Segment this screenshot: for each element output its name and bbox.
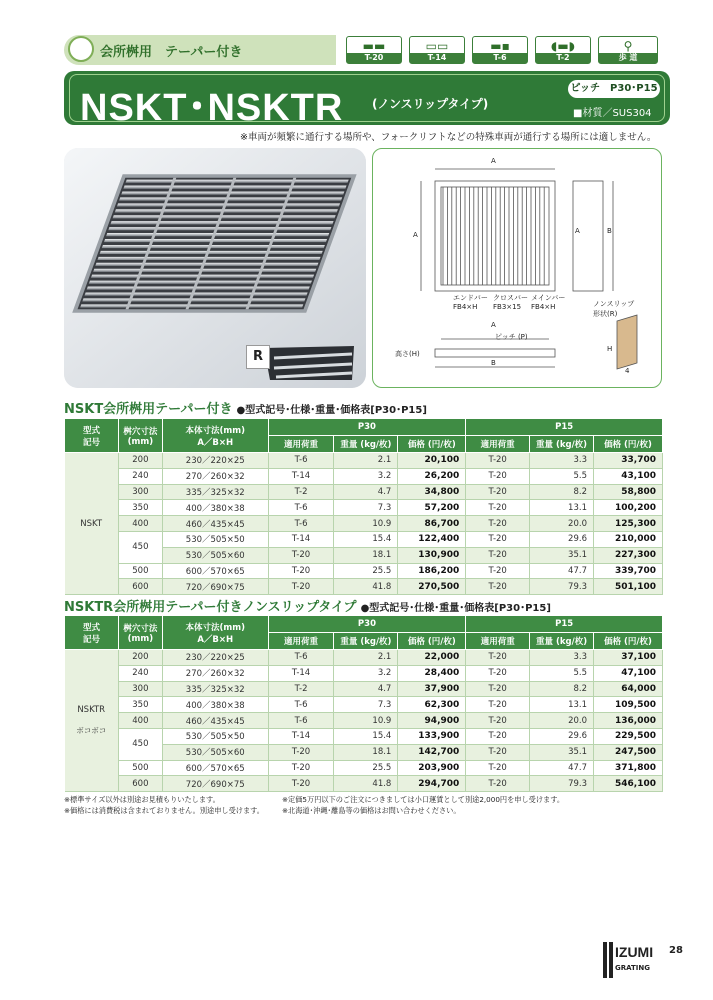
model-code: NSKT — [65, 453, 119, 595]
dim-four: 4 — [625, 367, 630, 375]
table-row: 240 270／260×32 T-14 3.2 28,400 T-20 5.5 47,100 — [65, 665, 663, 681]
header-model: 型式 記号 — [65, 616, 119, 650]
note-shipping: ※定価5万円以下のご注文につきましては小口運賃として別途2,000円を申し受けます。 — [282, 795, 565, 804]
table-row: 600 720／690×75 T-20 41.8 270,500 T-20 79.3 501,100 — [65, 579, 663, 595]
header-body: 本体寸法(mm) A／B×H — [162, 616, 268, 650]
leaf-icon — [68, 36, 94, 62]
truck-trailer-icon: ▬▬ T-20 — [346, 36, 402, 64]
note-standard-size: ※標準サイズ以外は別途お見積もりいたします。 — [64, 795, 220, 804]
dim-b-side: B — [607, 227, 612, 235]
table-row: NSKTR ボコボコ 200 230／220×25 T-6 2.1 22,000 T-20 3.3 37,100 — [65, 650, 663, 666]
table-row: 300 335／325×32 T-2 4.7 34,800 T-20 8.2 58,800 — [65, 484, 663, 500]
dim-a-section: A — [491, 321, 496, 329]
page-subtitle: (ノンスリップタイプ) — [372, 97, 489, 111]
category-label: 会所桝用 テーパー付き — [100, 45, 243, 60]
label-main-bar: メインバー — [531, 294, 566, 302]
label-end-bar-spec: FB4×H — [453, 303, 478, 311]
material-label: ■材質／SUS304 — [573, 108, 652, 119]
table-row: NSKT 200 230／220×25 T-6 2.1 20,100 T-20 3.3 33,700 — [65, 453, 663, 469]
table-row: 240 270／260×32 T-14 3.2 26,200 T-20 5.5 43,100 — [65, 468, 663, 484]
nskt-section-title: NSKT会所桝用テーパー付き ●型式記号･仕様･重量･価格表[P30･P15] — [64, 402, 427, 417]
label-height: 高さ(H) — [395, 350, 420, 358]
header-p30: P30 — [268, 616, 466, 633]
dim-h: H — [607, 345, 613, 353]
table-row: 450 530／505×50 T-14 15.4 133,900 T-20 29.6 229,500 — [65, 728, 663, 744]
label-nonslip-shape: 形状(R) — [593, 310, 618, 318]
table-row: 350 400／380×38 T-6 7.3 62,300 T-20 13.1 109,500 — [65, 697, 663, 713]
dim-b-section: B — [491, 359, 496, 367]
model-code: NSKTR ボコボコ — [65, 650, 119, 792]
table-row: 400 460／435×45 T-6 10.9 94,900 T-20 20.0 136,000 — [65, 713, 663, 729]
note-tax: ※価格には消費税は含まれておりません。別途申し受けます。 — [64, 806, 264, 815]
product-photo — [64, 148, 366, 388]
header-model: 型式 記号 — [65, 419, 119, 453]
car-icon: ◖▬◗ T-2 — [535, 36, 591, 64]
table-row: 400 460／435×45 T-6 10.9 86,700 T-20 20.0 125,300 — [65, 516, 663, 532]
header-p30: P30 — [268, 419, 466, 436]
label-cross-bar-spec: FB3×15 — [493, 303, 522, 311]
nonslip-r-label: R — [246, 345, 270, 369]
header-opening: 桝穴寸法 (mm) — [118, 616, 162, 650]
dim-a-top: A — [491, 157, 496, 165]
dimension-drawing — [372, 148, 662, 388]
header-body: 本体寸法(mm) A／B×H — [162, 419, 268, 453]
nskt-table: 型式 記号 桝穴寸法 (mm) 本体寸法(mm) A／B×H P30 P15 適用荷重 重量 (kg/枚) 価格 (円/枚) 適用荷重 重量 (kg/枚) 価格 (円/枚) NSKT 200 230／220×25 T-6 2.1 20,100 T-20 3.3 33,700 240 270／260×32 T-14 3.2 26,200 T-20 5.5 43,100 300 335／325×32 T-2 4.7 34,800 T-20 8.2 58,800 350 400／380×38 T-6 7.3 57,200 T-20 13.1 100,200 400 460／435×45 T-6 10.9 86,700 T-20 20.0 125,300 450 530／505×50 T-14 15.4 122,400 T-20 29.6 210,000 530／505×60 T-20 18.1 130,900 T-20 35.1 227,300 500 600／570×65 T-20 25.5 186,200 T-20 47.7 339,700 600 720／690×75 T-20 41.8 270,500 T-20 79.3 501,100 — [64, 418, 663, 595]
table-row: 600 720／690×75 T-20 41.8 294,700 T-20 79.3 546,100 — [65, 776, 663, 792]
table-row: 530／505×60 T-20 18.1 142,700 T-20 35.1 247,500 — [65, 744, 663, 760]
table-row: 300 335／325×32 T-2 4.7 37,900 T-20 8.2 64,000 — [65, 681, 663, 697]
table-row: 500 600／570×65 T-20 25.5 203,900 T-20 47.7 371,800 — [65, 760, 663, 776]
nsktr-section-title: NSKTR会所桝用テーパー付きノンスリップタイプ ●型式記号･仕様･重量･価格表[P30･P15] — [64, 600, 551, 615]
note-remote-areas: ※北海道･沖縄･離島等の価格はお問い合わせください。 — [282, 806, 461, 815]
pitch-badge: ピッチ P30･P15 — [568, 80, 660, 98]
bus-icon: ▭▭ T-14 — [409, 36, 465, 64]
table-row: 500 600／570×65 T-20 25.5 186,200 T-20 47.7 339,700 — [65, 563, 663, 579]
pedestrian-icon: ⚲ 歩 道 — [598, 36, 658, 64]
header-p15: P15 — [466, 419, 663, 436]
label-nonslip: ノンスリップ — [593, 300, 635, 308]
dim-a-left: A — [413, 231, 418, 239]
dim-a-side: A — [575, 227, 580, 235]
company-logo: IZUMI GRATING — [603, 942, 659, 978]
label-cross-bar: クロスバー — [493, 294, 528, 302]
page-number: 28 — [669, 945, 683, 956]
table-row: 350 400／380×38 T-6 7.3 57,200 T-20 13.1 100,200 — [65, 500, 663, 516]
small-truck-icon: ▬▪ T-6 — [472, 36, 528, 64]
label-main-bar-spec: FB4×H — [531, 303, 556, 311]
label-end-bar: エンドバー — [453, 294, 488, 302]
page-title: NSKT･NSKTR — [80, 87, 344, 129]
header-p15: P15 — [466, 616, 663, 633]
label-pitch: ピッチ (P) — [495, 333, 528, 341]
table-row: 450 530／505×50 T-14 15.4 122,400 T-20 29.6 210,000 — [65, 531, 663, 547]
usage-note: ※車両が頻繁に通行する場所や、フォークリフトなどの特殊車両が通行する場所には適しません。 — [240, 132, 657, 143]
header-opening: 桝穴寸法 (mm) — [118, 419, 162, 453]
nsktr-table: 型式 記号 桝穴寸法 (mm) 本体寸法(mm) A／B×H P30 P15 適用荷重 重量 (kg/枚) 価格 (円/枚) 適用荷重 重量 (kg/枚) 価格 (円/枚) NSKTR ボコボコ 200 230／220×25 T-6 2.1 22,000 T-20 3.3 37,100 240 270／260×32 T-14 3.2 28,400 T-20 5.5 47,100 300 335／325×32 T-2 4.7 37,900 T-20 8.2 64,000 350 400／380×38 T-6 7.3 62,300 T-20 13.1 109,500 400 460／435×45 T-6 10.9 94,900 T-20 20.0 136,000 450 530／505×50 T-14 15.4 133,900 T-20 29.6 229,500 530／505×60 T-20 18.1 142,700 T-20 35.1 247,500 500 600／570×65 T-20 25.5 203,900 T-20 47.7 371,800 600 720／690×75 T-20 41.8 294,700 T-20 79.3 546,100 — [64, 615, 663, 792]
table-row: 530／505×60 T-20 18.1 130,900 T-20 35.1 227,300 — [65, 547, 663, 563]
